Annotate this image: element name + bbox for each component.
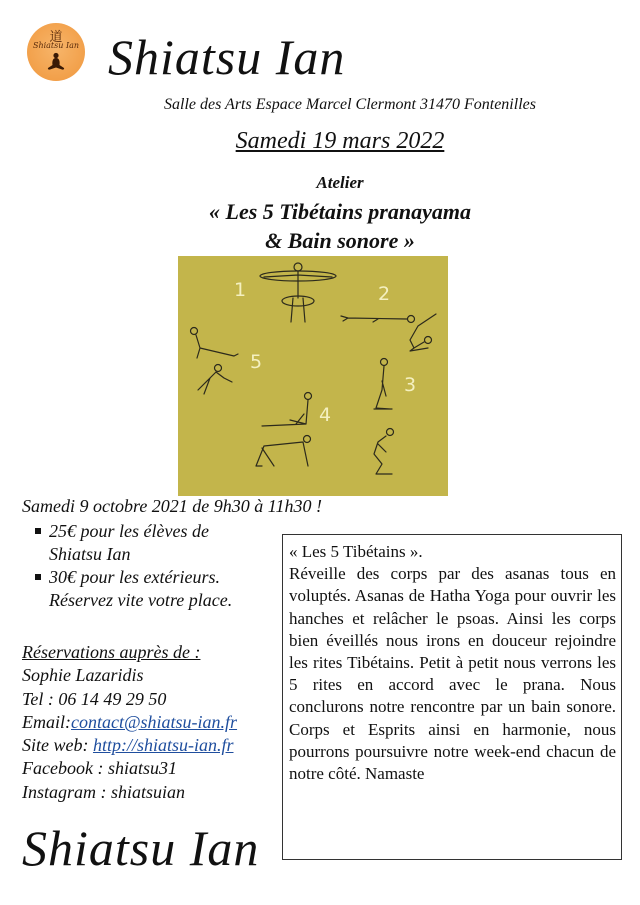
price-item (32, 566, 232, 612)
bullet-square-icon (35, 528, 41, 534)
figure-rite-3 (374, 359, 394, 475)
email-label: Email: (22, 711, 71, 732)
footer-title: Shiatsu Ian (22, 820, 260, 876)
rite-number-3: 3 (404, 374, 417, 396)
price-line2: Shiatsu Ian (49, 544, 131, 564)
logo-text: Shiatsu Ian (32, 41, 80, 50)
tibetan-rites-illustration (178, 256, 448, 496)
contact-heading: Réservations auprès de : (22, 642, 201, 662)
logo-kanji: 道 (49, 30, 63, 45)
site-link[interactable]: http://shiatsu-ian.fr (92, 735, 234, 756)
description-body: Réveille des corps par des asanas tous en voluptés. Asanas de Hatha Yoga pour ouvrir les hanches et relâcher le psoas. Ainsi les corps bien éveillés nous irons en douceur rejoindre les rites Tibétains. Petit à petit nous verrons les 5 rites en accord avec le prana. Nous conclurons notre rencontre par un bain sonore. Corps et Esprits ainsi en harmonie, nous pourrons poursuivre notre week-end chacun de notre côté. Namaste (289, 564, 616, 784)
price-item (32, 520, 232, 566)
rite-number-5: 5 (250, 351, 263, 373)
contact-instagram: Instagram : shiatsuian (22, 781, 186, 802)
workshop-title-line2: & Bain sonore » (265, 228, 415, 253)
contact-site-row (22, 734, 237, 757)
logo (27, 23, 85, 81)
contact-block (22, 641, 237, 804)
contact-tel: Tel : 06 14 49 29 50 (22, 688, 167, 709)
atelier-label: Atelier (316, 173, 364, 192)
figure-rite-4 (256, 393, 312, 467)
venue-address: Salle des Arts Espace Marcel Clermont 31470 Fontenilles (164, 96, 536, 113)
event-date: Samedi 19 mars 2022 (235, 128, 445, 154)
price-line2: Réservez vite votre place. (49, 590, 233, 610)
description-box (282, 534, 622, 860)
meditation-icon (46, 52, 66, 72)
workshop-title-line1: « Les 5 Tibétains pranayama (209, 199, 471, 224)
price-list (32, 520, 232, 612)
contact-name: Sophie Lazaridis (22, 665, 144, 686)
price-line1: 30€ pour les extérieurs. (49, 567, 220, 587)
rite-number-1: 1 (234, 279, 247, 301)
contact-facebook: Facebook : shiatsu31 (22, 758, 177, 779)
rites-figures (178, 256, 448, 496)
page-title: Shiatsu Ian (108, 29, 346, 85)
figure-rite-2 (341, 314, 436, 351)
price-line1: 25€ pour les élèves de (49, 521, 209, 541)
contact-email-row (22, 711, 237, 734)
bullet-square-icon (35, 574, 41, 580)
rite-number-4: 4 (319, 404, 332, 426)
site-label: Site web: (22, 735, 93, 756)
rite-number-2: 2 (378, 283, 391, 305)
figure-rite-1 (260, 263, 336, 322)
description-title: « Les 5 Tibétains ». (289, 542, 423, 561)
figure-rite-5 (191, 328, 239, 395)
session-datetime: Samedi 9 octobre 2021 de 9h30 à 11h30 ! (22, 496, 322, 516)
email-link[interactable]: contact@shiatsu-ian.fr (71, 711, 238, 732)
